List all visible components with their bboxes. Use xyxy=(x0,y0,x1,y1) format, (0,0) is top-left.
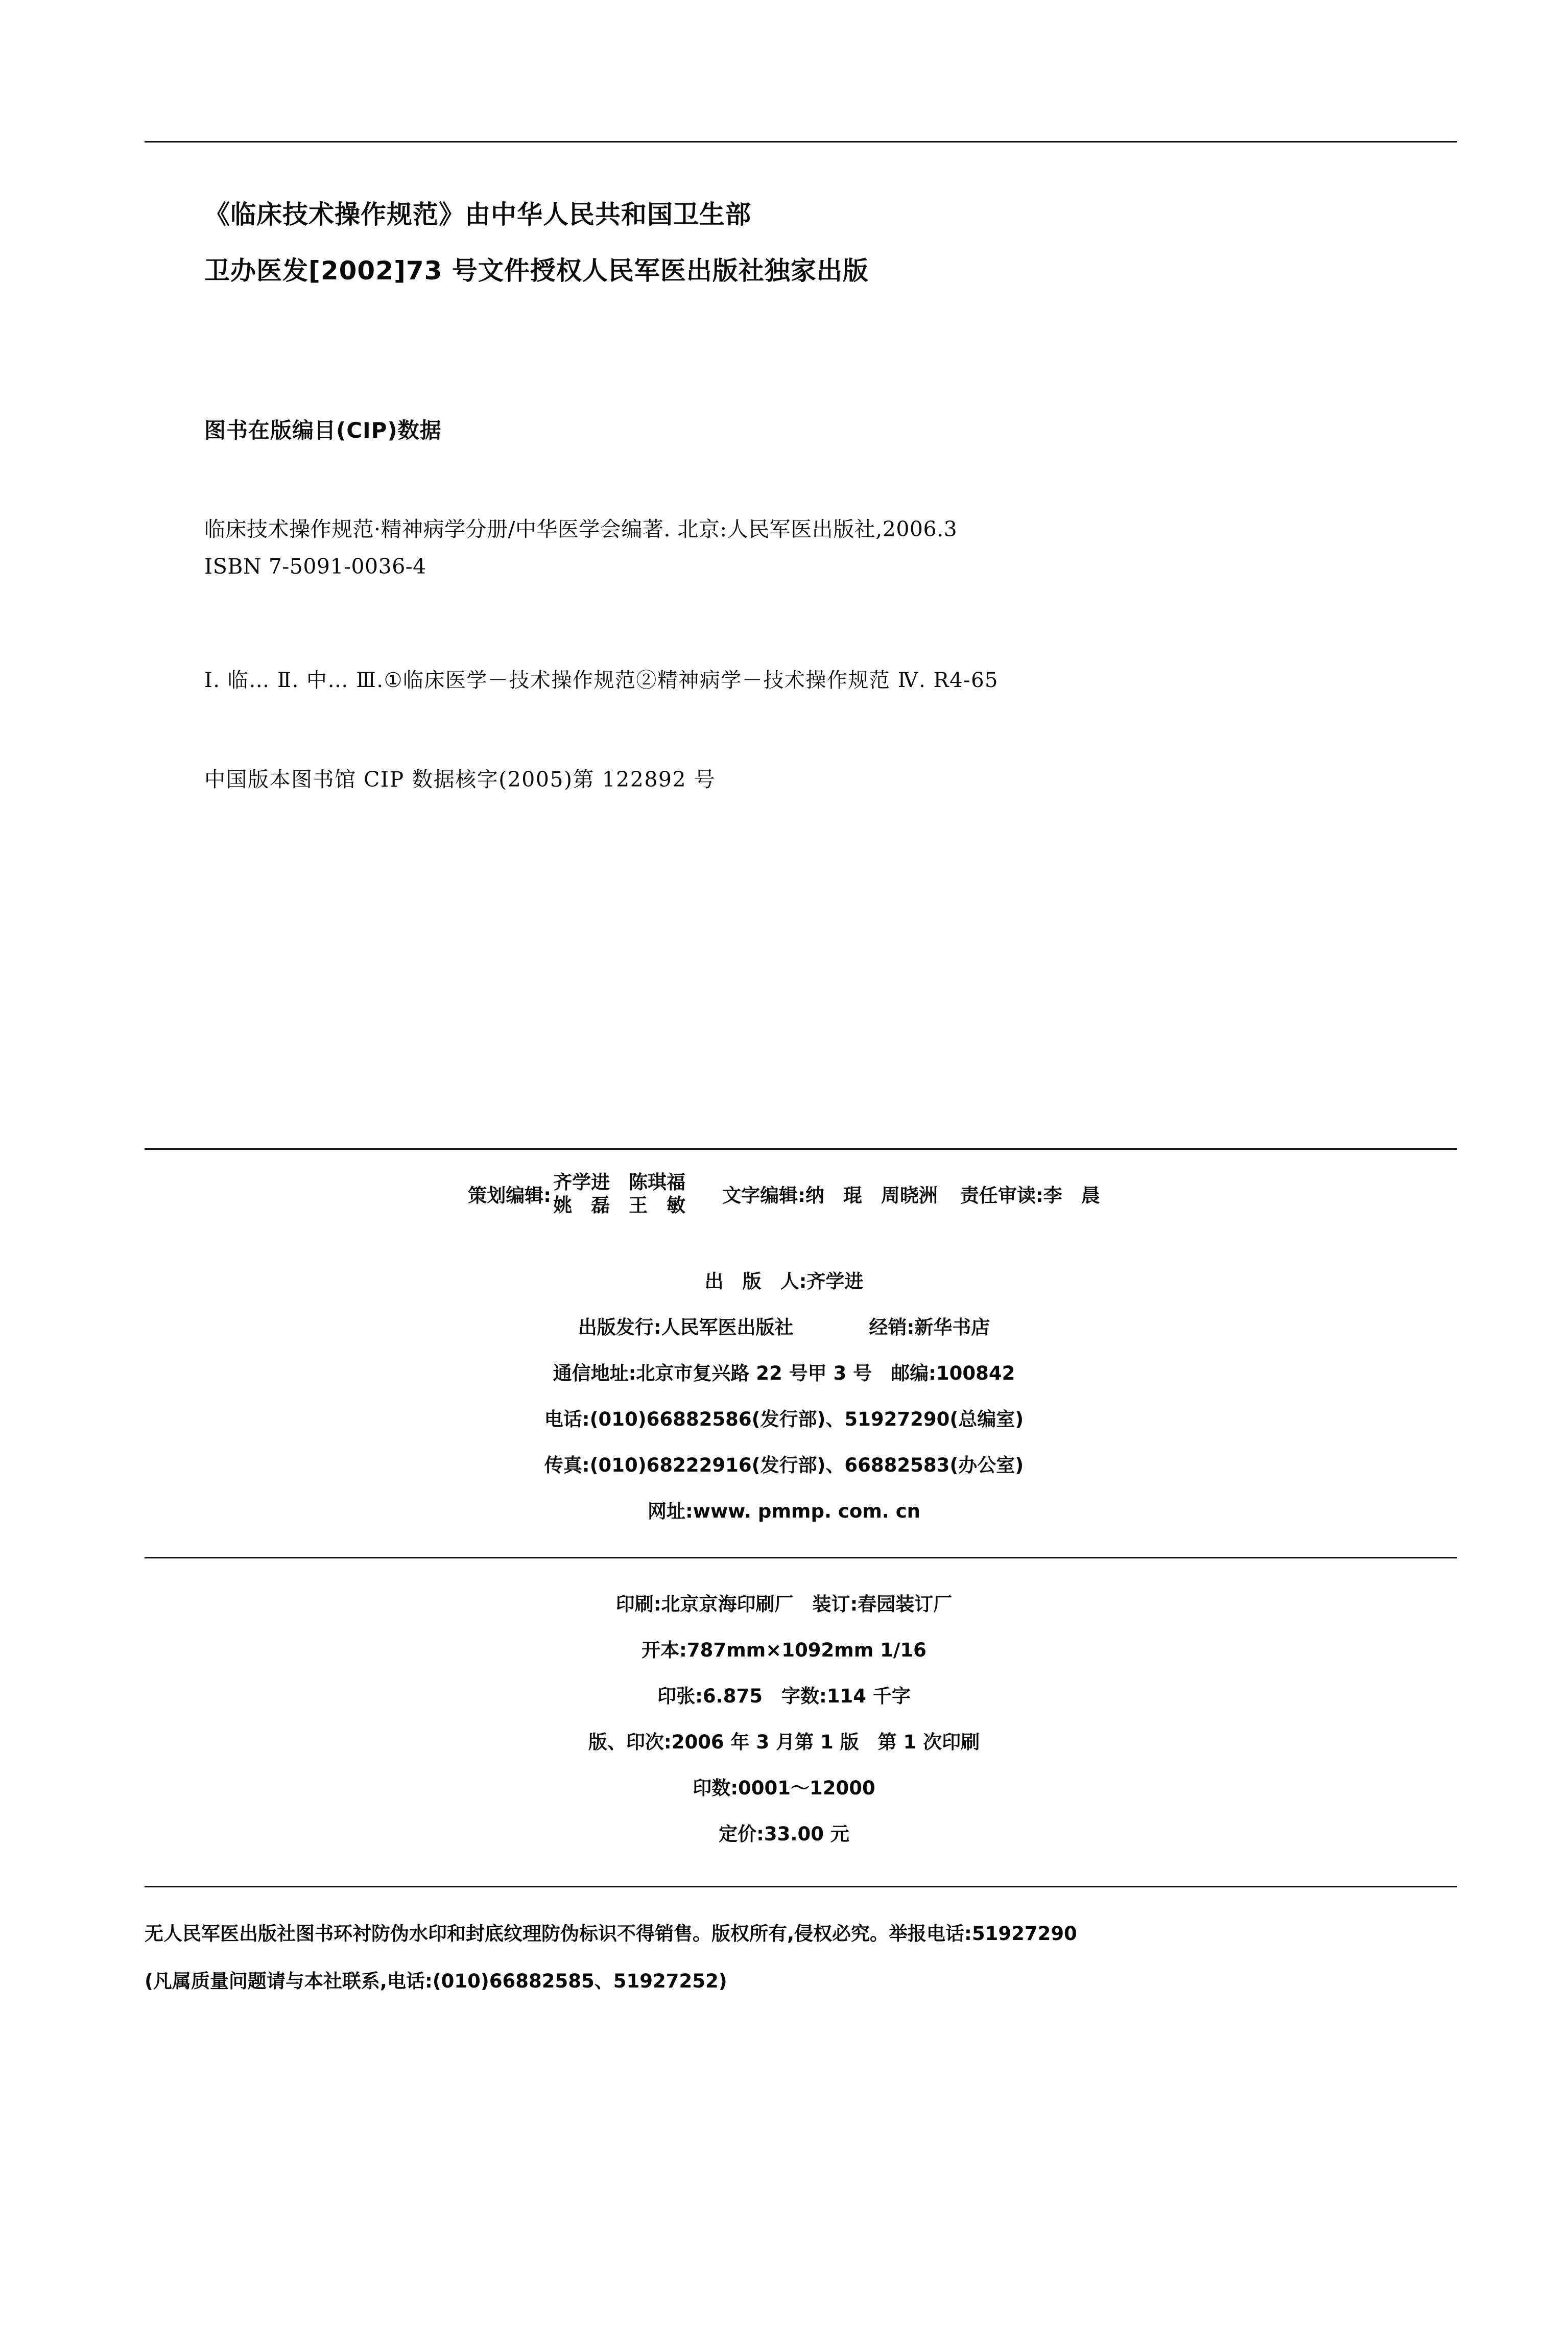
planning-editor-names-line-1: 齐学进 陈琪福 xyxy=(553,1171,686,1193)
credits-row xyxy=(0,1171,1568,1217)
production-printing-binding: 印刷:北京京海印刷厂 装订:春园装订厂 xyxy=(615,1593,953,1615)
production-sheets-words: 印张:6.875 字数:114 千字 xyxy=(657,1685,911,1707)
divider-bottom xyxy=(145,1886,1457,1887)
production-print-run: 印数:0001～12000 xyxy=(693,1777,875,1799)
planning-editor-label: 策划编辑: xyxy=(468,1185,552,1207)
planning-editor-names-line-2: 姚 磊 王 敏 xyxy=(553,1194,686,1217)
divider-top xyxy=(145,141,1457,143)
production-price: 定价:33.00 元 xyxy=(719,1823,849,1845)
production-format: 开本:787mm×1092mm 1/16 xyxy=(642,1639,926,1661)
authorization-line-1: 《临床技术操作规范》由中华人民共和国卫生部 xyxy=(204,200,751,229)
publisher-phone: 电话:(010)66882586(发行部)、51927290(总编室) xyxy=(544,1408,1024,1430)
divider-production xyxy=(145,1557,1457,1558)
publisher-person: 出 版 人:齐学进 xyxy=(704,1270,864,1292)
anti-counterfeit-notice-line-1: 无人民军医出版社图书环衬防伪水印和封底纹理防伪标识不得销售。版权所有,侵权必究。举报电话:51927290 xyxy=(145,1923,1077,1945)
cip-title-statement: 临床技术操作规范·精神病学分册/中华医学会编著. 北京:人民军医出版社,2006.3 xyxy=(204,517,958,541)
divider-credits xyxy=(145,1148,1457,1150)
cip-check-number: 中国版本图书馆 CIP 数据核字(2005)第 122892 号 xyxy=(204,767,716,792)
responsible-reviewer-label: 责任审读:李 晨 xyxy=(960,1185,1100,1207)
cip-classification: Ⅰ. 临… Ⅱ. 中… Ⅲ.①临床医学－技术操作规范②精神病学－技术操作规范 Ⅳ. R4-65 xyxy=(204,669,999,692)
credits-block xyxy=(0,1171,1568,1217)
publisher-issue-distribution: 出版发行:人民军医出版社 经销:新华书店 xyxy=(578,1316,990,1338)
cip-isbn: ISBN 7-5091-0036-4 xyxy=(204,554,426,579)
planning-editor-names xyxy=(553,1171,685,1217)
publisher-address: 通信地址:北京市复兴路 22 号甲 3 号 邮编:100842 xyxy=(553,1362,1015,1384)
cip-heading: 图书在版编目(CIP)数据 xyxy=(204,418,442,443)
quality-contact-notice-line-2: (凡属质量问题请与本社联系,电话:(010)66882585、51927252) xyxy=(145,1970,727,1992)
publisher-fax: 传真:(010)68222916(发行部)、66882583(办公室) xyxy=(544,1454,1024,1476)
text-editor-label: 文字编辑:纳 琨 周晓洲 xyxy=(722,1185,938,1207)
authorization-line-2: 卫办医发[2002]73 号文件授权人民军医出版社独家出版 xyxy=(204,256,869,286)
publisher-website[interactable]: 网址:www. pmmp. com. cn xyxy=(647,1500,921,1522)
production-edition: 版、印次:2006 年 3 月第 1 版 第 1 次印刷 xyxy=(588,1731,980,1753)
planning-editor-group xyxy=(468,1171,685,1217)
